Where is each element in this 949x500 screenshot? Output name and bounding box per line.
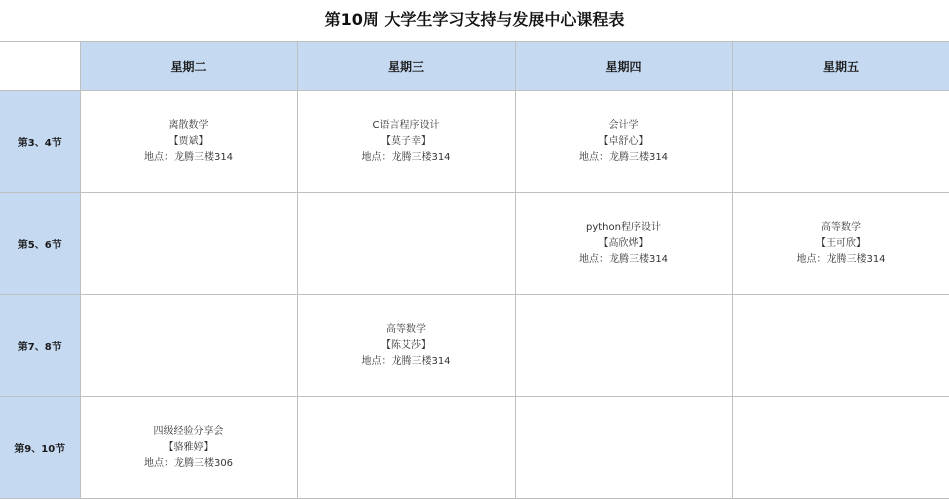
period-label: 第7、8节 xyxy=(0,295,80,397)
empty-cell[interactable] xyxy=(297,193,515,295)
course-name: 高等数学 xyxy=(386,323,426,335)
teacher-name: 【陈艾莎】 xyxy=(381,339,431,351)
course-name: python程序设计 xyxy=(586,221,661,233)
course-cell[interactable] xyxy=(297,295,515,397)
course-entry xyxy=(733,220,949,268)
course-name: 高等数学 xyxy=(821,221,861,233)
course-cell[interactable] xyxy=(80,91,297,193)
empty-cell[interactable] xyxy=(515,295,732,397)
teacher-name: 【莫子幸】 xyxy=(381,135,431,147)
course-entry xyxy=(81,424,297,472)
empty-cell[interactable] xyxy=(732,91,949,193)
course-location: 地点：龙腾三楼314 xyxy=(361,355,451,367)
period-row xyxy=(0,295,949,397)
teacher-name: 【贾斌】 xyxy=(168,135,209,147)
course-entry xyxy=(516,220,732,268)
period-label: 第3、4节 xyxy=(0,91,80,193)
empty-cell[interactable] xyxy=(515,397,732,499)
course-location: 地点：龙腾三楼314 xyxy=(578,253,669,265)
period-label: 第5、6节 xyxy=(0,193,80,295)
course-entry xyxy=(298,322,515,370)
course-entry xyxy=(516,118,732,166)
course-entry xyxy=(81,118,297,166)
course-name: 四级经验分享会 xyxy=(153,425,224,437)
course-name: C语言程序设计 xyxy=(372,119,440,131)
teacher-name: 【高欣烨】 xyxy=(598,237,649,249)
empty-cell[interactable] xyxy=(732,397,949,499)
course-cell[interactable] xyxy=(80,397,297,499)
period-row xyxy=(0,397,949,499)
course-location: 地点：龙腾三楼306 xyxy=(143,457,234,469)
period-row xyxy=(0,193,949,295)
period-row xyxy=(0,91,949,193)
day-header-thursday: 星期四 xyxy=(515,42,732,91)
course-cell[interactable] xyxy=(732,193,949,295)
page-title: 第10周 大学生学习支持与发展中心课程表 xyxy=(324,10,625,29)
empty-cell[interactable] xyxy=(80,193,297,295)
teacher-name: 【骆雅婷】 xyxy=(163,441,214,453)
course-location: 地点：龙腾三楼314 xyxy=(361,151,451,163)
teacher-name: 【卓舒心】 xyxy=(598,135,649,147)
course-name: 离散数学 xyxy=(168,119,209,131)
empty-cell[interactable] xyxy=(297,397,515,499)
course-name: 会计学 xyxy=(608,119,639,131)
corner-cell xyxy=(0,42,80,91)
empty-cell[interactable] xyxy=(732,295,949,397)
course-location: 地点：龙腾三楼314 xyxy=(796,253,886,265)
course-cell[interactable] xyxy=(515,91,732,193)
course-location: 地点：龙腾三楼314 xyxy=(578,151,669,163)
teacher-name: 【王可欣】 xyxy=(816,237,866,249)
day-header-tuesday: 星期二 xyxy=(80,42,297,91)
course-cell[interactable] xyxy=(297,91,515,193)
header-row xyxy=(0,42,949,91)
schedule-table xyxy=(0,41,949,499)
course-entry xyxy=(298,118,515,166)
course-cell[interactable] xyxy=(515,193,732,295)
empty-cell[interactable] xyxy=(80,295,297,397)
course-location: 地点：龙腾三楼314 xyxy=(143,151,234,163)
day-header-friday: 星期五 xyxy=(732,42,949,91)
period-label: 第9、10节 xyxy=(0,397,80,499)
day-header-wednesday: 星期三 xyxy=(297,42,515,91)
